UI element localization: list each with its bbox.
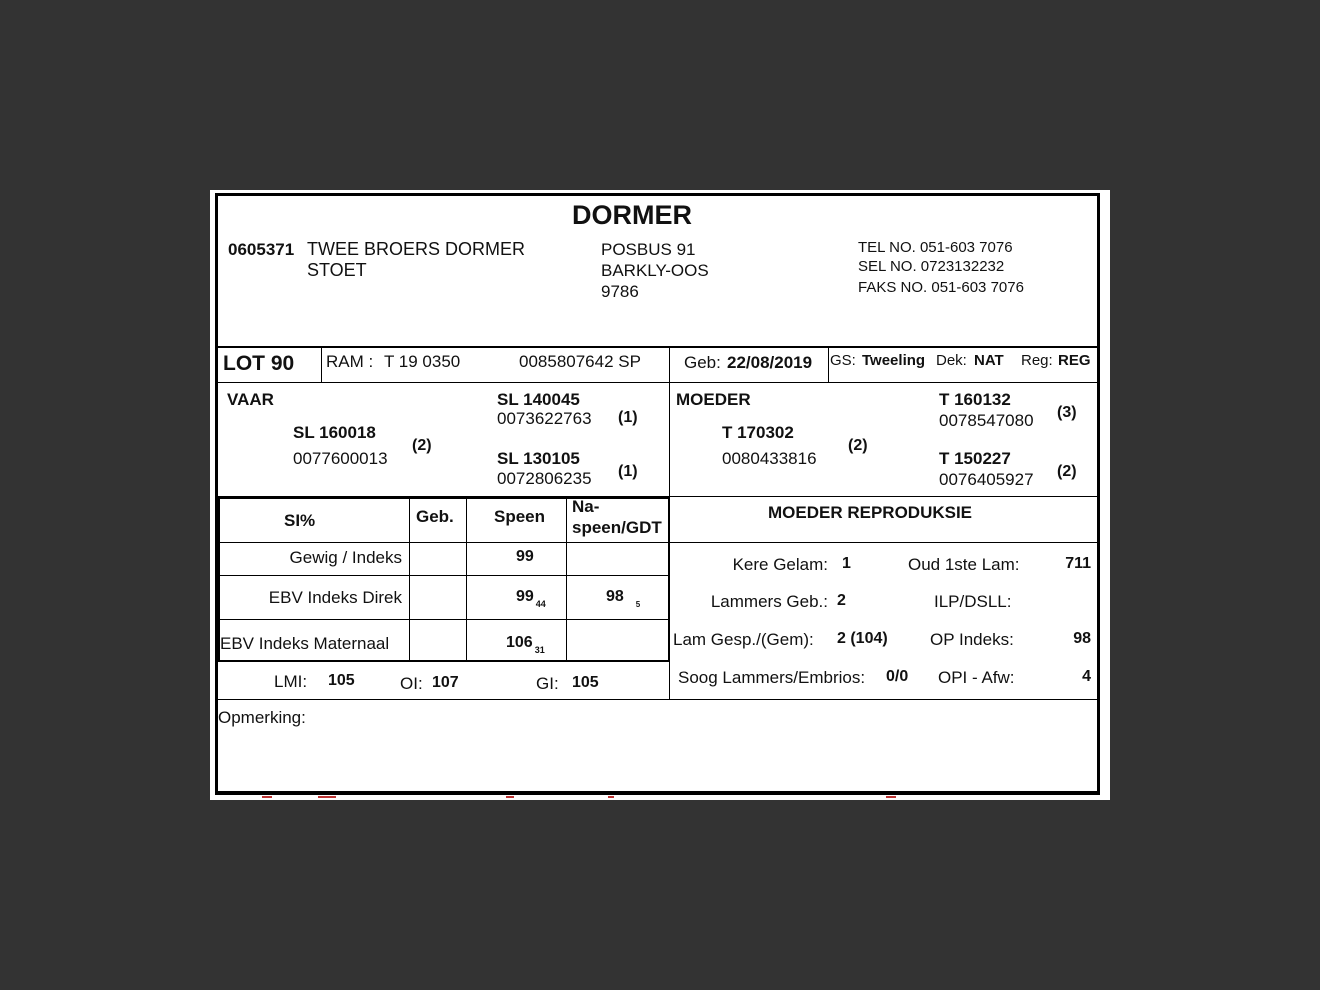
divider [466,497,467,661]
divider [669,662,670,700]
kere-label: Kere Gelam: [732,555,828,574]
gi-label: GI: [536,674,559,693]
divider [218,382,1098,383]
vaar-sire-count: (1) [618,409,638,426]
lammers-label: Lammers Geb.: [710,592,828,611]
ram-label: RAM : [326,352,374,371]
geb-header: Geb. [416,507,454,526]
divider [218,699,1098,700]
gi-value: 105 [572,674,599,691]
cutoff-mark [608,796,614,798]
moeder-dam-number: 0076405927 [939,470,1034,489]
breeder-name-line2: STOET [307,260,367,280]
direk-naspeen-accuracy: 5 [635,600,641,609]
divider [218,619,668,620]
ram-reg-number: 0085807642 SP [519,352,641,371]
divider [321,347,322,382]
divider [669,347,670,497]
maternaal-speen-accuracy: 31 [534,645,545,655]
ilp-label: ILP/DSLL: [934,592,1012,611]
vaar-dam-count: (1) [618,463,638,480]
breeder-id: 0605371 [228,240,295,259]
oi-value: 107 [432,674,459,691]
lammers-value: 2 [837,592,846,609]
reproduksie-title: MOEDER REPRODUKSIE [768,503,973,522]
geb-date: 22/08/2019 [727,353,813,372]
gewig-speen-value: 99 [516,548,534,565]
divider [218,575,668,576]
si-header: SI% [284,511,316,530]
opi-value: 4 [1082,668,1091,685]
moeder-id: T 170302 [722,423,794,442]
dek-label: Dek: [936,352,967,369]
vaar-id: SL 160018 [293,423,376,442]
direk-speen-value [516,588,546,609]
geb-label: Geb: [684,353,721,372]
direk-speen-accuracy: 44 [535,599,546,609]
ram-id: T 19 0350 [384,352,461,371]
op-value: 98 [1073,630,1091,647]
vaar-sire-number: 0073622763 [497,409,592,428]
divider [828,347,829,382]
vaar-sire-id: SL 140045 [497,390,580,409]
remarks-label: Opmerking: [218,708,306,727]
direk-speen-main: 99 [516,588,534,605]
address-line1: POSBUS 91 [601,240,696,259]
maternaal-speen-main: 106 [506,634,533,651]
row-label-ebv-direk: EBV Indeks Direk [268,588,402,607]
soog-value: 0/0 [886,668,909,685]
lmi-value: 105 [328,672,355,689]
divider [409,497,410,661]
reg-value: REG [1058,352,1091,369]
cutoff-mark [886,796,896,798]
op-label: OP Indeks: [930,630,1014,649]
address-line3: 9786 [601,282,639,301]
moeder-number: 0080433816 [722,449,817,468]
moeder-sire-number: 0078547080 [939,411,1034,430]
reg-label: Reg: [1021,352,1053,369]
naspeen-header-line1: Na- [572,497,600,516]
vaar-number: 0077600013 [293,449,388,468]
faks-number: FAKS NO. 051-603 7076 [858,279,1024,296]
row-label-gewig: Gewig / Indeks [289,548,402,567]
vaar-count: (2) [412,437,432,454]
lmi-label: LMI: [274,672,308,691]
opi-label: OPI - Afw: [938,668,1015,687]
cutoff-mark [262,796,272,798]
direk-naspeen-value [606,588,641,609]
cutoff-mark [506,796,514,798]
oud-value: 711 [1065,555,1091,572]
naspeen-header-line2: speen/GDT [572,518,662,537]
divider [218,497,670,499]
tel-number: TEL NO. 051-603 7076 [858,239,1013,256]
kere-value: 1 [842,555,851,572]
divider [670,542,1098,543]
sel-number: SEL NO. 0723132232 [858,258,1005,275]
moeder-dam-count: (2) [1057,463,1077,480]
divider [218,542,668,543]
address-line2: BARKLY-OOS [601,261,709,280]
vaar-dam-number: 0072806235 [497,469,592,488]
divider [566,497,567,661]
gs-label: GS: [830,352,856,369]
soog-label: Soog Lammers/Embrios: [678,668,866,687]
breeder-name-line1: TWEE BROERS DORMER [307,239,526,259]
speen-header: Speen [494,507,546,526]
lot-number: LOT 90 [223,352,295,375]
lam-label: Lam Gesp./(Gem): [673,630,814,649]
vaar-dam-id: SL 130105 [497,449,580,468]
divider [218,660,670,662]
lot-card [210,190,1110,800]
row-label-ebv-maternaal: EBV Indeks Maternaal [220,634,390,653]
moeder-label: MOEDER [676,390,751,409]
divider [668,497,670,662]
moeder-count: (2) [848,437,868,454]
oud-label: Oud 1ste Lam: [908,555,1020,574]
cutoff-mark [318,796,336,798]
gs-value: Tweeling [862,352,926,369]
vaar-label: VAAR [227,390,274,409]
maternaal-speen-value [506,634,545,655]
divider [218,346,1098,348]
breed-title: DORMER [572,200,692,230]
oi-label: OI: [400,674,423,693]
moeder-dam-id: T 150227 [939,449,1011,468]
moeder-sire-count: (3) [1057,404,1077,421]
moeder-sire-id: T 160132 [939,390,1011,409]
dek-value: NAT [974,352,1004,369]
lam-value: 2 (104) [837,630,888,647]
direk-naspeen-main: 98 [606,588,624,605]
